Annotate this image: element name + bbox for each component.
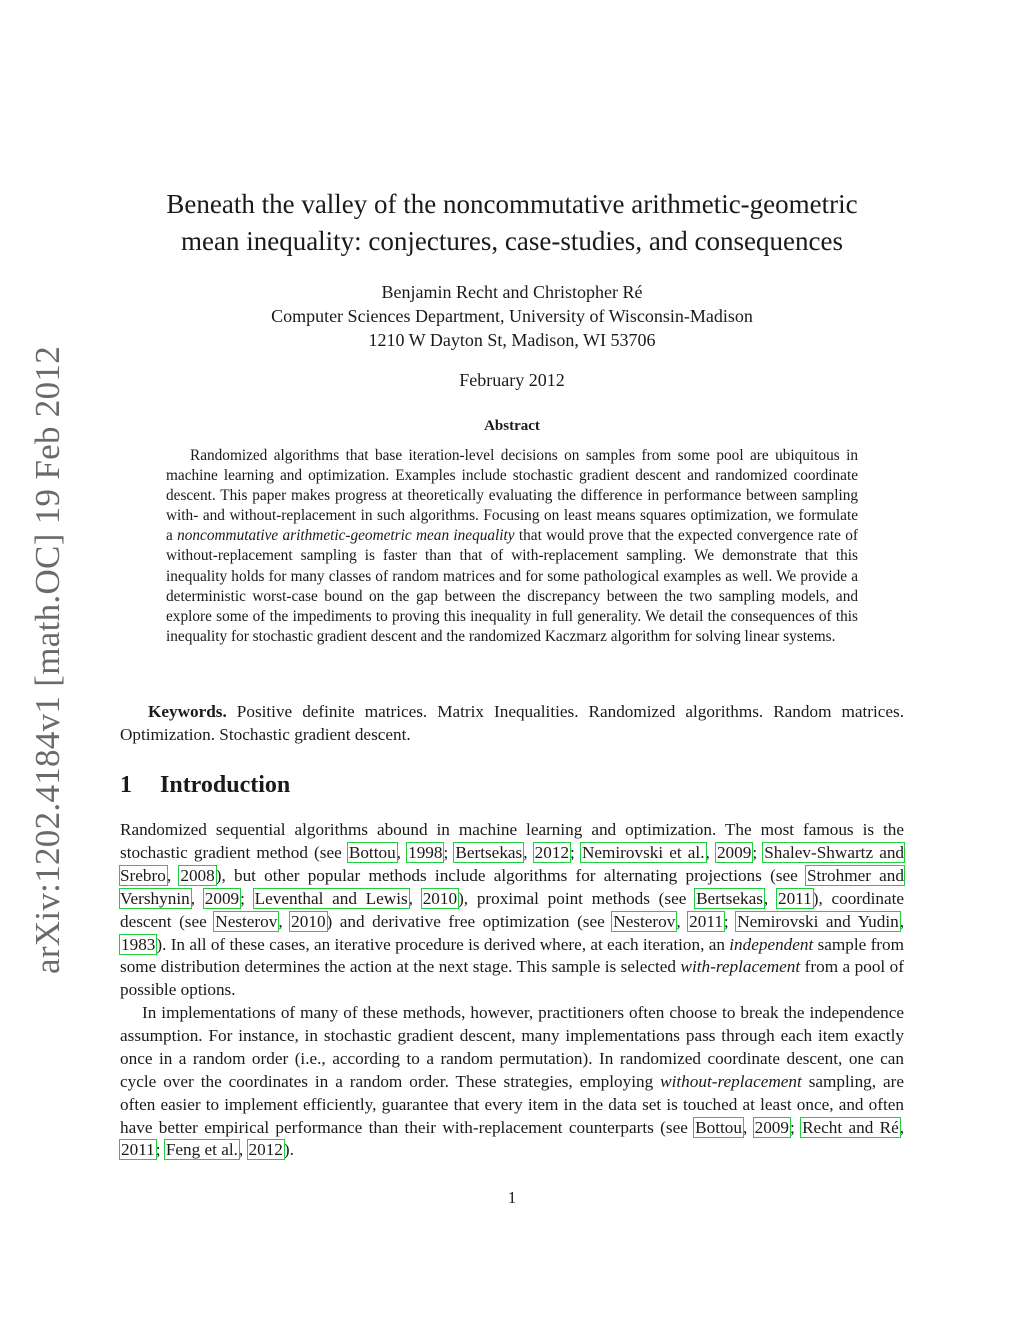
citation-year-link[interactable]: 2011 <box>689 911 723 931</box>
text-run: ; <box>752 842 764 862</box>
section-heading <box>120 772 290 799</box>
text-run: , <box>190 888 204 908</box>
text-run: , <box>899 1117 905 1137</box>
citation-year-link[interactable]: 1983 <box>121 934 156 954</box>
text-run: ). In all of these cases, an iterative procedure is derived where, at each iteration, an <box>156 934 730 954</box>
text-run: Randomized sequential algorithms abound in machine learning and optimization. The most famous is the stochastic gradient method (see <box>120 820 904 862</box>
date: February 2012 <box>459 370 565 390</box>
abstract-text <box>166 446 858 647</box>
text-run: from a pool of possible options. <box>120 957 904 1000</box>
text-run: , <box>742 1117 754 1137</box>
emphasis: without-replacement <box>660 1071 802 1091</box>
section-title: Introduction <box>160 772 291 798</box>
citation-year-link[interactable]: 2008 <box>180 865 215 885</box>
text-run: ), coordinate descent (see <box>120 888 905 931</box>
text-run: , <box>763 888 777 908</box>
text-run: In implementations of many of these methods, however, practitioners often choose to break the independence assumption. For instance, in stochastic gradient descent, many implementations pass through each item exactly once in a random order (i.e., according to a random permutation). In randomized coordinate descent, one can cycle over the coordinates in a random order. These strategies, employing <box>120 1003 904 1091</box>
text-run: ; <box>723 911 737 931</box>
address: 1210 W Dayton St, Madison, WI 53706 <box>368 330 656 350</box>
text-run: , <box>408 888 422 908</box>
keywords-text: Positive definite matrices. Matrix Inequalities. Randomized algorithms. Random matrices. Optimization. Stochastic gradient descent. <box>120 702 904 744</box>
citation-year-link[interactable]: 2011 <box>777 888 812 908</box>
text-run: ; <box>570 842 581 862</box>
citation-link[interactable]: Leventhal and Lewis <box>254 888 408 908</box>
text-run: ). <box>283 1140 294 1160</box>
text-run: , <box>396 842 408 862</box>
citation-link[interactable]: Nesterov <box>215 911 278 931</box>
citation-link[interactable]: Nemirovski and Yudin <box>737 911 899 931</box>
abstract-heading: Abstract <box>484 418 540 434</box>
citation-year-link[interactable]: 1998 <box>408 842 443 862</box>
text-run: ; <box>443 842 455 862</box>
arxiv-identifier-stamp: arXiv:1202.4184v1 [math.OC] 19 Feb 2012 <box>28 345 67 975</box>
citation-link[interactable]: Bottou <box>695 1117 742 1137</box>
citation-link[interactable]: Nesterov <box>613 911 676 931</box>
introduction-paragraph-2 <box>120 1002 904 1162</box>
citation-year-link[interactable]: 2010 <box>291 911 326 931</box>
citation-year-link[interactable]: 2010 <box>422 888 458 908</box>
text-run: ), proximal point methods (see <box>458 888 696 908</box>
keywords-label: Keywords. <box>148 702 227 721</box>
text-run: , <box>166 865 180 885</box>
citation-link[interactable]: Recht and Ré <box>802 1117 899 1137</box>
text-run: , <box>899 911 904 931</box>
title-line-1: Beneath the valley of the noncommutative arithmetic-geometric <box>166 189 858 219</box>
citation-year-link[interactable]: 2012 <box>534 842 570 862</box>
text-run: ; <box>155 1140 165 1160</box>
citation-link[interactable]: Bertsekas <box>455 842 523 862</box>
text-run: ; <box>789 1117 802 1137</box>
abstract-emphasis: noncommutative arithmetic-geometric mean inequality <box>177 527 515 545</box>
emphasis: independent <box>729 934 814 954</box>
citation-link[interactable]: Nemirovski et al. <box>581 842 705 862</box>
page-number: 1 <box>507 1188 517 1207</box>
text-run: , <box>238 1140 248 1160</box>
text-run: ; <box>240 888 254 908</box>
title-line-2: mean inequality: conjectures, case-studies, and consequences <box>180 226 843 256</box>
text-run: ) and derivative free optimization (see <box>326 911 613 931</box>
section-number: 1 <box>120 772 132 798</box>
emphasis: with-replacement <box>680 957 801 977</box>
citation-link[interactable]: Feng et al. <box>165 1140 238 1160</box>
text-run: sampling, are often easier to implement efficiently, guarantee that every item in the data set is touched at least once, and often have better empirical performance than their with-replacement counterparts (see <box>120 1071 905 1137</box>
keywords <box>120 700 904 746</box>
paper-title <box>120 186 904 260</box>
citation-year-link[interactable]: 2009 <box>754 1117 789 1137</box>
affiliation: Computer Sciences Department, University of Wisconsin-Madison <box>271 306 753 326</box>
citation-link[interactable]: Bottou <box>348 842 396 862</box>
text-run: , <box>278 911 291 931</box>
text-run: ), but other popular methods include algorithms for alternating projections (see <box>215 865 806 885</box>
text-run: sample from some distribution determines the action at the next stage. This sample is selected <box>120 934 904 977</box>
citation-link[interactable]: Shalev-Shwartz and Srebro <box>120 842 905 885</box>
introduction-paragraph-1 <box>120 819 904 1002</box>
citation-year-link[interactable]: 2009 <box>204 888 240 908</box>
abstract-part: that would prove that the expected convergence rate of without-replacement sampling is faster than that of with-replacement sampling. We demonstrate that this inequality holds for many classes of random matrices and for some pathological examples as well. We provide a deterministic worst-case bound on the gap between the discrepancy between the two sampling models, and explore some of the impediments to proving this inequality in full generality. We detail the consequences of this inequality for stochastic gradient descent and the randomized Kaczmarz algorithm for solving linear systems. <box>166 527 858 645</box>
text-run: , <box>676 911 689 931</box>
text-run: , <box>523 842 534 862</box>
citation-link[interactable]: Strohmer and Vershynin <box>120 865 904 908</box>
abstract-part: Randomized algorithms that base iteration-level decisions on samples from some pool are ubiquitous in machine learning and optimization. Examples include stochastic gradient descent and randomized coordinate descent. This paper makes progress at theoretically evaluating the difference in performance between sampling with- and without-replacement in such algorithms. Focusing on least means squares optimization, we formulate a <box>166 447 858 545</box>
text-run: , <box>705 842 716 862</box>
citation-link[interactable]: Bertsekas <box>696 888 763 908</box>
citation-year-link[interactable]: 2012 <box>248 1140 283 1160</box>
authors: Benjamin Recht and Christopher Ré <box>381 282 643 302</box>
citation-year-link[interactable]: 2009 <box>716 842 752 862</box>
citation-year-link[interactable]: 2011 <box>121 1140 155 1160</box>
